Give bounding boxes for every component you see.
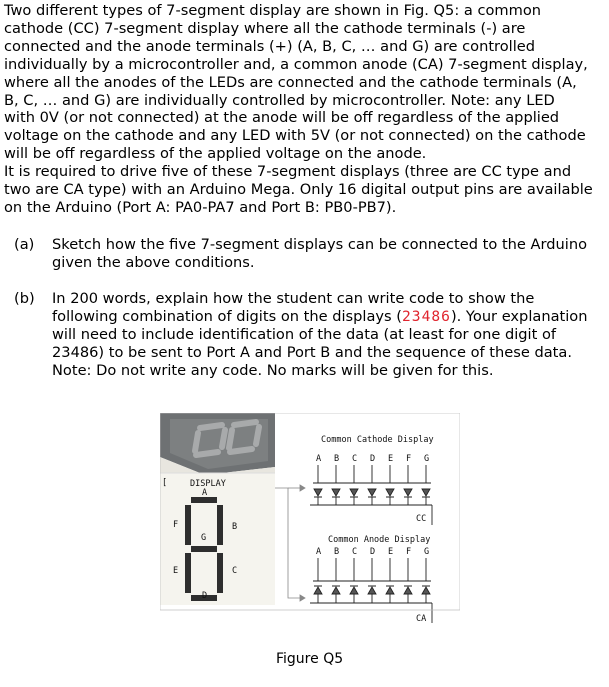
question-b-line-digits: following combination of digits on the displays (23486). Your explanation xyxy=(52,307,588,325)
cc-title: Common Cathode Display xyxy=(321,435,434,445)
display-label: DISPLAY xyxy=(190,479,226,489)
svg-text:[: [ xyxy=(162,478,168,488)
question-a-line: Sketch how the five 7-segment displays can be connected to the Arduino xyxy=(52,236,588,253)
intro-line: with 0V (or not connected) at the anode will be off regardless of the applied xyxy=(4,109,560,127)
segment-c-bar xyxy=(217,553,223,593)
intro-line: cathode (CC) 7-segment display where all the cathode terminals (-) are xyxy=(4,19,526,37)
cc-pin-b: B xyxy=(334,454,340,464)
segment-label-b: B xyxy=(232,522,238,532)
cc-pin-e: E xyxy=(388,454,394,464)
connector-lines xyxy=(275,485,305,601)
segment-b-bar xyxy=(217,505,223,545)
intro-line: will be off regardless of the applied voltage on the anode. xyxy=(4,145,427,163)
segment-e-bar xyxy=(185,553,191,593)
common-anode-circuit xyxy=(310,535,432,624)
figure-q5 xyxy=(160,413,460,653)
question-b-line: 23486) to be sent to Port A and Port B and the sequence of these data. xyxy=(52,343,572,361)
ca-pin-b: B xyxy=(334,547,340,557)
ca-pin-g: G xyxy=(424,547,430,557)
figure-caption: Figure Q5 xyxy=(276,651,344,667)
segment-label-c: C xyxy=(232,566,238,576)
question-b-line: In 200 words, explain how the student can write code to show the xyxy=(52,290,535,307)
intro-line: connected and the anode terminals (+) (A, B, C, … and G) are controlled xyxy=(4,37,536,55)
cc-label: CC xyxy=(416,514,427,524)
intro-line: individually by a microcontroller and, a common anode (CA) 7-segment display, xyxy=(4,55,588,73)
intro-line: voltage on the cathode and any LED with 5V (or not connected) on the cathode xyxy=(4,127,586,145)
intro-line: B, C, … and G) are individually controlled by microcontroller. Note: any LED xyxy=(4,91,555,109)
intro-line: two are CA type) with an Arduino Mega. Only 16 digital output pins are available xyxy=(4,181,593,199)
segment-label-g: G xyxy=(201,533,207,543)
intro-paragraph xyxy=(4,2,604,217)
ca-pin-e: E xyxy=(388,547,394,557)
cc-pin-d: D xyxy=(370,454,376,464)
question-a xyxy=(14,236,604,276)
common-cathode-circuit xyxy=(310,435,434,525)
ca-pin-f: F xyxy=(406,547,412,557)
question-b-line: Note: Do not write any code. No marks will be given for this. xyxy=(52,361,494,379)
cc-pin-g: G xyxy=(424,454,430,464)
question-a-label: (a) xyxy=(14,236,35,253)
ca-title: Common Anode Display xyxy=(328,535,431,545)
question-b xyxy=(14,290,604,380)
intro-line: where all the anodes of the LEDs are connected and the cathode terminals (A, xyxy=(4,73,577,91)
question-b-line: will need to include identification of the data (at least for one digit of xyxy=(52,325,557,343)
segment-label-f: F xyxy=(173,520,179,530)
intro-line: on the Arduino (Port A: PA0-PA7 and Port B: PB0-PB7). xyxy=(4,198,397,216)
highlighted-digits: 23486 xyxy=(402,307,451,325)
ca-pin-d: D xyxy=(370,547,376,557)
cc-pin-f: F xyxy=(406,454,412,464)
ca-label: CA xyxy=(416,614,427,624)
question-a-line: given the above conditions. xyxy=(52,253,255,271)
ca-pin-a: A xyxy=(316,547,322,557)
segment-label-d: D xyxy=(202,591,208,601)
cc-pin-a: A xyxy=(316,454,322,464)
ca-pin-c: C xyxy=(352,547,358,557)
cc-pin-c: C xyxy=(352,454,358,464)
segment-g-bar xyxy=(191,546,217,552)
segment-label-e: E xyxy=(173,566,179,576)
segment-label-a: A xyxy=(202,488,208,498)
intro-line: Two different types of 7-segment display are shown in Fig. Q5: a common xyxy=(4,2,542,19)
question-b-label: (b) xyxy=(14,290,35,307)
intro-line: It is required to drive five of these 7-segment displays (three are CC type and xyxy=(4,163,572,181)
segment-f-bar xyxy=(185,505,191,545)
